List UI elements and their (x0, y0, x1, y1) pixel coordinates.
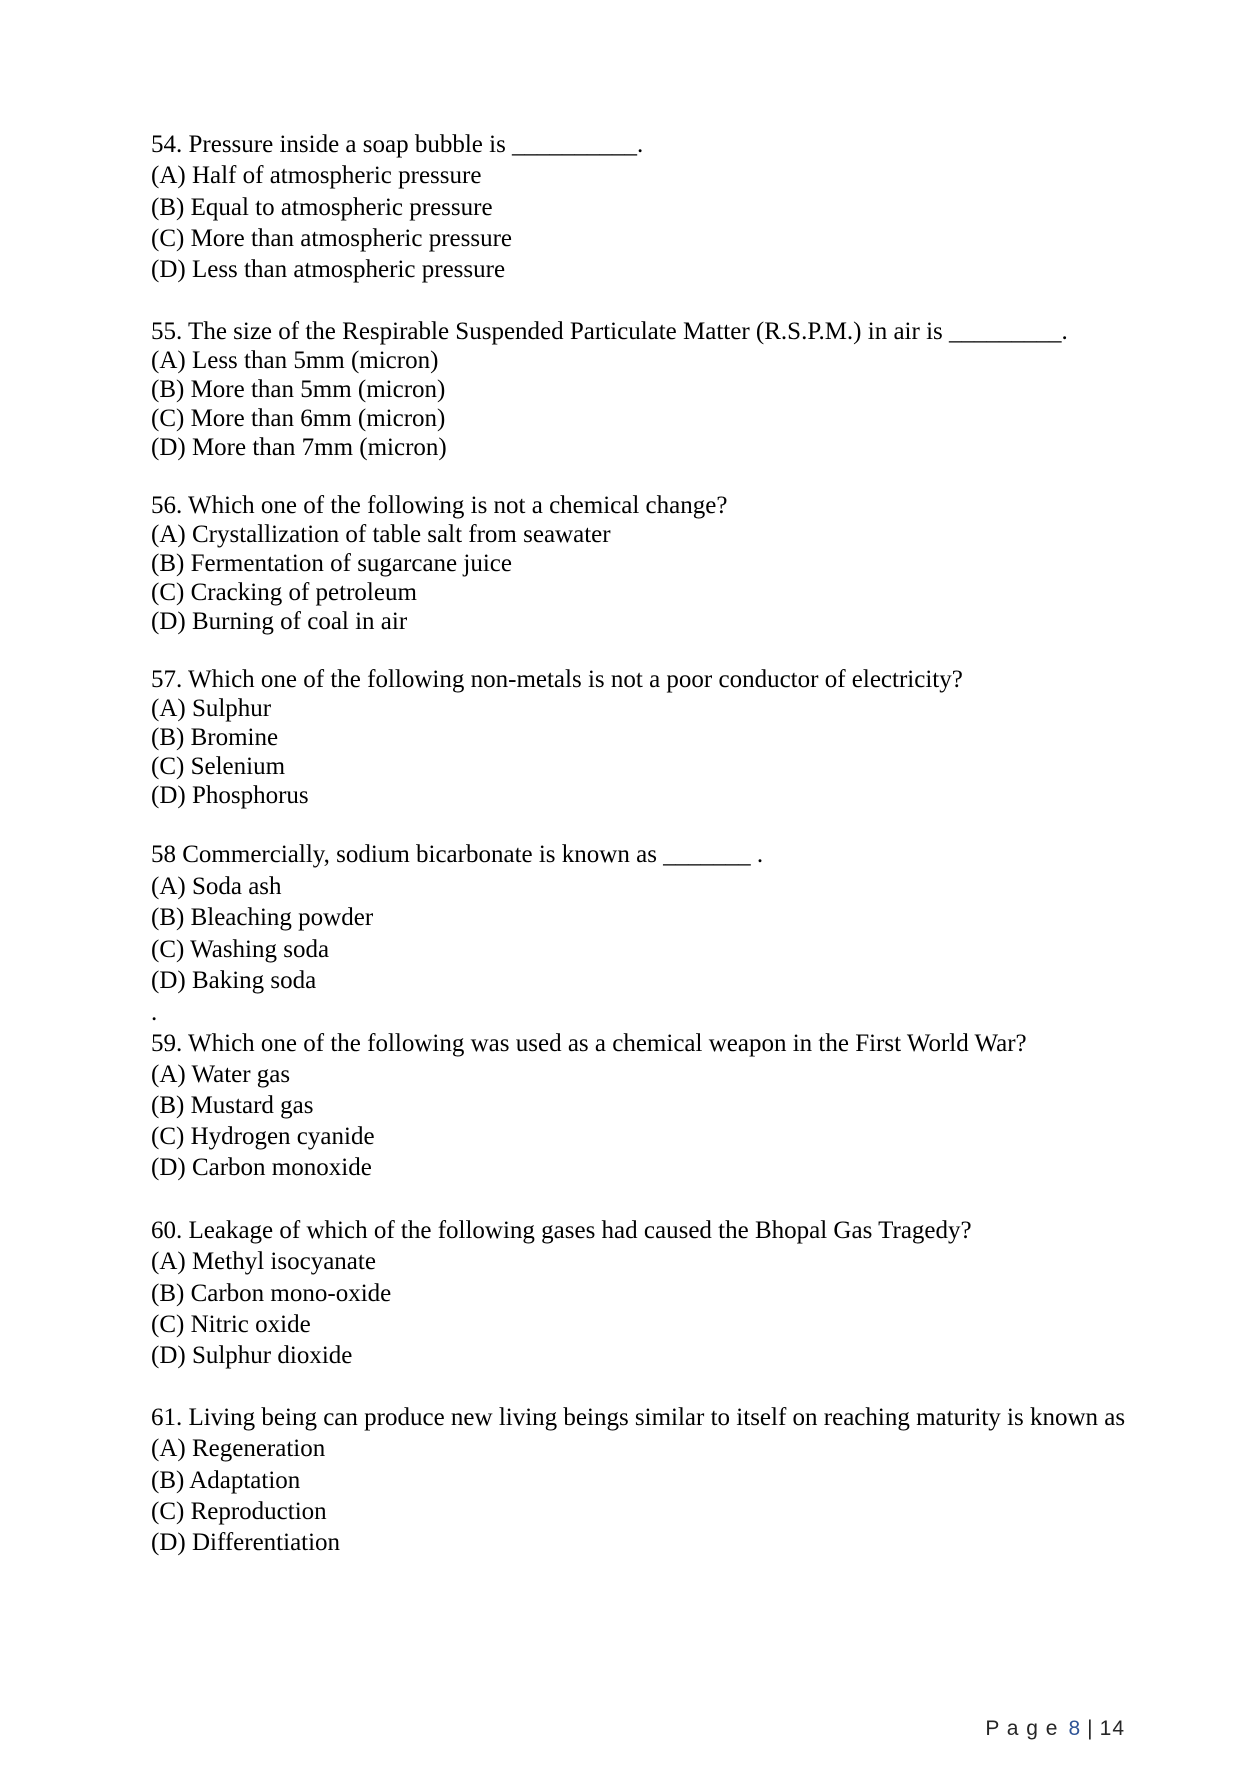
question-54 (151, 129, 643, 285)
question-stem: 54. Pressure inside a soap bubble is __________. (151, 131, 644, 158)
option-c: (C) Washing soda (151, 935, 330, 963)
option-d: (D) More than 7mm (micron) (151, 434, 447, 461)
question-56 (151, 491, 727, 636)
option-d: (D) Differentiation (151, 1529, 341, 1557)
question-stem: 61. Living being can produce new living beings similar to itself on reaching maturity is known as (151, 1404, 1126, 1431)
question-57 (151, 665, 963, 810)
option-d: (D) Sulphur dioxide (151, 1342, 353, 1370)
option-a: (A) Sulphur (151, 695, 272, 722)
option-c: (C) More than 6mm (micron) (151, 405, 446, 432)
page-label: P a g e (985, 1717, 1059, 1740)
option-a: (A) Crystallization of table salt from seawater (151, 521, 611, 548)
question-stem: 60. Leakage of which of the following gases had caused the Bhopal Gas Tragedy? (151, 1217, 972, 1244)
page-number: 8 (1068, 1717, 1082, 1740)
option-d: (D) Phosphorus (151, 782, 309, 809)
option-b: (B) Bleaching powder (151, 904, 374, 932)
option-b: (B) Carbon mono-oxide (151, 1279, 392, 1307)
option-c: (C) Reproduction (151, 1497, 327, 1525)
question-61 (151, 1402, 1125, 1558)
option-c: (C) Selenium (151, 753, 286, 780)
question-55 (151, 317, 1068, 462)
trailing-period: . (151, 998, 158, 1026)
option-a: (A) Water gas (151, 1061, 291, 1088)
question-stem: 58 Commercially, sodium bicarbonate is known as _______ . (151, 841, 764, 868)
option-b: (B) Mustard gas (151, 1092, 314, 1119)
option-b: (B) More than 5mm (micron) (151, 376, 446, 403)
question-58 (151, 839, 763, 1029)
option-a: (A) Less than 5mm (micron) (151, 347, 439, 374)
page-separator: | (1087, 1717, 1094, 1740)
option-a: (A) Half of atmospheric pressure (151, 162, 482, 190)
question-stem: 55. The size of the Respirable Suspended Particulate Matter (R.S.P.M.) in air is _________. (151, 318, 1068, 345)
question-stem: 56. Which one of the following is not a chemical change? (151, 492, 728, 519)
option-b: (B) Equal to atmospheric pressure (151, 193, 493, 221)
option-a: (A) Methyl isocyanate (151, 1248, 376, 1276)
option-c: (C) Hydrogen cyanide (151, 1123, 375, 1150)
option-b: (B) Bromine (151, 724, 279, 751)
question-60 (151, 1215, 972, 1371)
option-d: (D) Burning of coal in air (151, 608, 408, 635)
option-d: (D) Less than atmospheric pressure (151, 256, 506, 284)
question-59 (151, 1028, 1027, 1183)
option-d: (D) Baking soda (151, 967, 317, 995)
page-footer (958, 1690, 1125, 1768)
option-a: (A) Regeneration (151, 1435, 326, 1463)
option-b: (B) Adaptation (151, 1466, 301, 1494)
option-a: (A) Soda ash (151, 872, 282, 900)
question-stem: 59. Which one of the following was used as a chemical weapon in the First World War? (151, 1030, 1027, 1057)
option-c: (C) Cracking of petroleum (151, 579, 417, 606)
option-b: (B) Fermentation of sugarcane juice (151, 550, 512, 577)
total-pages: 14 (1099, 1717, 1125, 1740)
option-c: (C) More than atmospheric pressure (151, 224, 512, 252)
question-stem: 57. Which one of the following non-metals is not a poor conductor of electricity? (151, 666, 963, 693)
option-d: (D) Carbon monoxide (151, 1154, 372, 1181)
option-c: (C) Nitric oxide (151, 1310, 311, 1338)
